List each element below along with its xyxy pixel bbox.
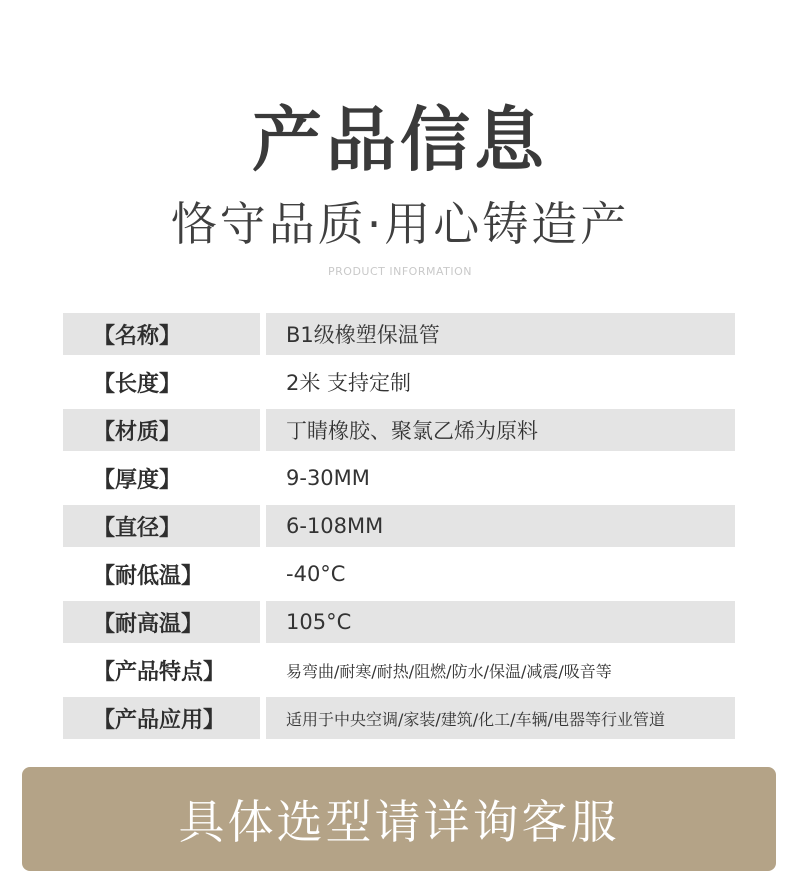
spec-label: 【名称】 (63, 313, 260, 355)
spec-label: 【产品应用】 (63, 697, 260, 739)
spec-value: 易弯曲/耐寒/耐热/阻燃/防水/保温/减震/吸音等 (286, 661, 612, 681)
spec-label: 【长度】 (93, 371, 182, 397)
spec-row-diameter (63, 505, 735, 547)
page-title: 产品信息 (252, 99, 548, 181)
spec-row-low-temp (63, 553, 735, 595)
page-subtitle: 恪守品质·用心铸造产 (170, 197, 630, 251)
spec-row-name (63, 313, 735, 355)
spec-value: 9-30MM (286, 466, 370, 490)
spec-row-applications (63, 697, 735, 739)
spec-label: 【直径】 (63, 505, 260, 547)
spec-value: 105°C (266, 601, 735, 643)
spec-value: 适用于中央空调/家装/建筑/化工/车辆/电器等行业管道 (266, 697, 735, 739)
english-caption: PRODUCT INFORMATION (328, 265, 472, 278)
spec-value: 6-108MM (266, 505, 735, 547)
spec-label: 【耐高温】 (63, 601, 260, 643)
spec-value: 丁睛橡胶、聚氯乙烯为原料 (266, 409, 735, 451)
spec-row-length (63, 361, 735, 403)
spec-table (63, 313, 735, 745)
spec-value: -40°C (286, 562, 346, 586)
spec-value: B1级橡塑保温管 (266, 313, 735, 355)
spec-label: 【材质】 (63, 409, 260, 451)
spec-label: 【耐低温】 (93, 563, 204, 589)
contact-service-button[interactable]: 具体选型请详询客服 (22, 767, 776, 871)
spec-row-thickness (63, 457, 735, 499)
spec-row-material (63, 409, 735, 451)
spec-label: 【厚度】 (93, 467, 182, 493)
spec-value: 2米 支持定制 (286, 371, 412, 395)
spec-row-high-temp (63, 601, 735, 643)
spec-row-features (63, 649, 735, 691)
spec-label: 【产品特点】 (93, 659, 226, 685)
